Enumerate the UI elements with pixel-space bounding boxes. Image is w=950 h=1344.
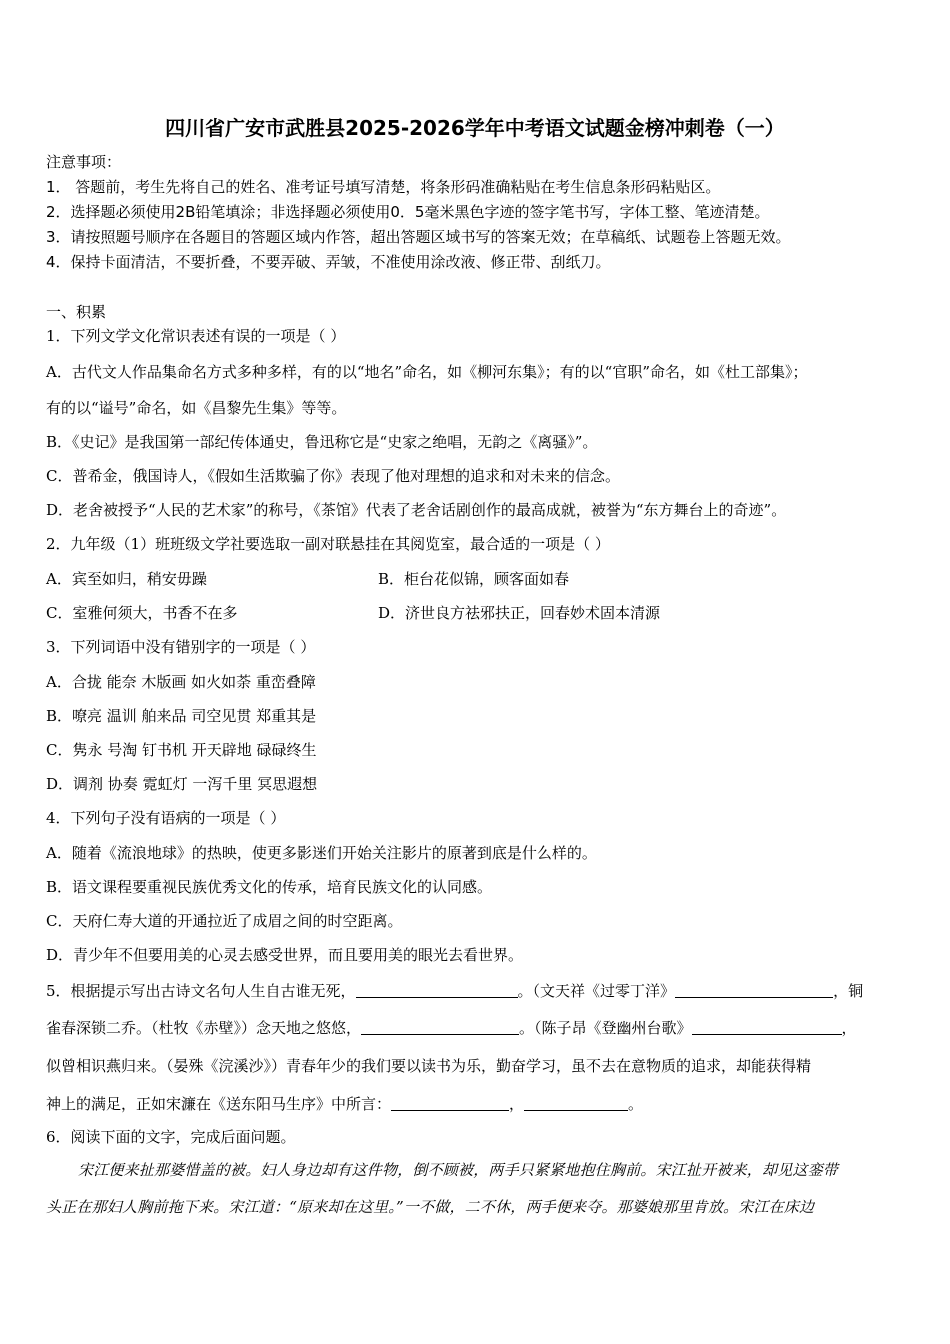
q5-line-4 xyxy=(46,1094,905,1114)
q1-option-c: C．普希金，俄国诗人，《假如生活欺骗了你》表现了他对理想的追求和对未来的信念。 xyxy=(46,467,620,485)
q3-option-d: D．调剂 协奏 霓虹灯 一泻千里 冥思遐想 xyxy=(46,775,318,793)
q5-line-3: 似曾相识燕归来。（晏殊《浣溪沙》）青春年少的我们要以读书为乐，勤奋学习，虽不去在意物质的追求，却能获得精 xyxy=(46,1057,812,1075)
q4-option-b: B．语文课程要重视民族优秀文化的传承，培育民族文化的认同感。 xyxy=(46,878,493,896)
notice-item-3: 3．请按照题号顺序在各题目的答题区域内作答，超出答题区域书写的答案无效；在草稿纸、试题卷上答题无效。 xyxy=(46,228,791,246)
q5-text-2b: 。（陈子昂《登幽州台歌》 xyxy=(519,1019,692,1037)
passage-line-1: 宋江便来扯那婆惜盖的被。妇人身边却有这件物，倒不顾被，两手只紧紧地抱住胸前。宋江扯开被来，却见这銮带 xyxy=(78,1161,839,1179)
q5-text-1c: ，铜 xyxy=(833,982,864,1000)
exam-title: 四川省广安市武胜县2025-2026学年中考语文试题金榜冲刺卷（一） xyxy=(165,116,785,140)
q4-option-c: C．天府仁寿大道的开通拉近了成眉之间的时空距离。 xyxy=(46,912,403,930)
q5-text-2c: ， xyxy=(841,1019,857,1037)
q5-line-2 xyxy=(46,1018,905,1038)
answer-blank[interactable] xyxy=(692,1018,842,1035)
q2-row-2 xyxy=(46,603,905,623)
q3-option-b: B．嘹亮 温训 舶来品 司空见贯 郑重其是 xyxy=(46,707,317,725)
answer-blank[interactable] xyxy=(675,981,833,998)
q5-text-4c: 。 xyxy=(628,1095,644,1113)
q5-text-1a: 5．根据提示写出古诗文名句人生自古谁无死， xyxy=(46,982,356,1000)
notice-item-4: 4．保持卡面清洁，不要折叠，不要弄破、弄皱，不准使用涂改液、修正带、刮纸刀。 xyxy=(46,253,611,271)
q1-option-b: B．《史记》是我国第一部纪传体通史，鲁迅称它是“史家之绝唱，无韵之《离骚》”。 xyxy=(46,433,598,451)
q4-stem: 4．下列句子没有语病的一项是（ ） xyxy=(46,809,286,827)
q6-stem: 6．阅读下面的文字，完成后面问题。 xyxy=(46,1128,296,1146)
notice-heading: 注意事项： xyxy=(46,153,122,171)
q5-line-1 xyxy=(46,981,905,1001)
q3-option-c: C．隽永 号淘 钉书机 开天辟地 碌碌终生 xyxy=(46,741,317,759)
q3-option-a: A．合拢 能奈 木版画 如火如荼 重峦叠障 xyxy=(46,673,316,691)
section-heading: 一、积累 xyxy=(46,303,107,321)
q2-stem: 2．九年级（1）班班级文学社要选取一副对联悬挂在其阅览室，最合适的一项是（ ） xyxy=(46,535,610,553)
q1-option-d: D．老舍被授予“人民的艺术家”的称号，《茶馆》代表了老舍话剧创作的最高成就，被誉为“东方舞台上的奇迹”。 xyxy=(46,501,787,519)
q2-row-1 xyxy=(46,569,905,589)
q1-option-a: A．古代文人作品集命名方式多种多样，有的以“地名”命名，如《柳河东集》；有的以“官职”命名，如《杜工部集》； xyxy=(46,363,808,381)
passage-line-2: 头正在那妇人胸前拖下来。宋江道：“原来却在这里。”一不做，二不休，两手便来夺。那婆娘那里肯放。宋江在床边 xyxy=(46,1198,815,1216)
q3-stem: 3．下列词语中没有错别字的一项是（ ） xyxy=(46,638,316,656)
answer-blank[interactable] xyxy=(356,981,518,998)
notice-item-1: 1． 答题前，考生先将自己的姓名、准考证号填写清楚，将条形码准确粘贴在考生信息条形码粘贴区。 xyxy=(46,178,721,196)
q5-text-1b: 。（文天祥《过零丁洋》 xyxy=(517,982,676,1000)
notice-item-2: 2．选择题必须使用2B铅笔填涂；非选择题必须使用0．5毫米黑色字迹的签字笔书写，字体工整、笔迹清楚。 xyxy=(46,203,770,221)
q4-option-a: A．随着《流浪地球》的热映，使更多影迷们开始关注影片的原著到底是什么样的。 xyxy=(46,844,597,862)
q4-option-d: D．青少年不但要用美的心灵去感受世界，而且要用美的眼光去看世界。 xyxy=(46,946,524,964)
q5-text-4b: ， xyxy=(509,1095,525,1113)
q2-option-c: C．室雅何须大，书香不在多 xyxy=(46,604,238,622)
answer-blank[interactable] xyxy=(361,1018,519,1035)
q5-text-2a: 雀春深锁二乔。（杜牧《赤壁》）念天地之悠悠， xyxy=(46,1019,362,1037)
q2-option-d: D．济世良方祛邪扶正，回春妙术固本清源 xyxy=(378,604,661,622)
q5-text-4a: 神上的满足，正如宋濂在《送东阳马生序》中所言： xyxy=(46,1095,392,1113)
answer-blank[interactable] xyxy=(524,1094,628,1111)
q2-option-b: B．柜台花似锦，顾客面如春 xyxy=(378,570,570,588)
answer-blank[interactable] xyxy=(391,1094,509,1111)
q1-option-a-cont: 有的以“谥号”命名，如《昌黎先生集》等等。 xyxy=(46,399,347,417)
q2-option-a: A．宾至如归，稍安毋躁 xyxy=(46,570,207,588)
q1-stem: 1．下列文学文化常识表述有误的一项是（ ） xyxy=(46,327,346,345)
